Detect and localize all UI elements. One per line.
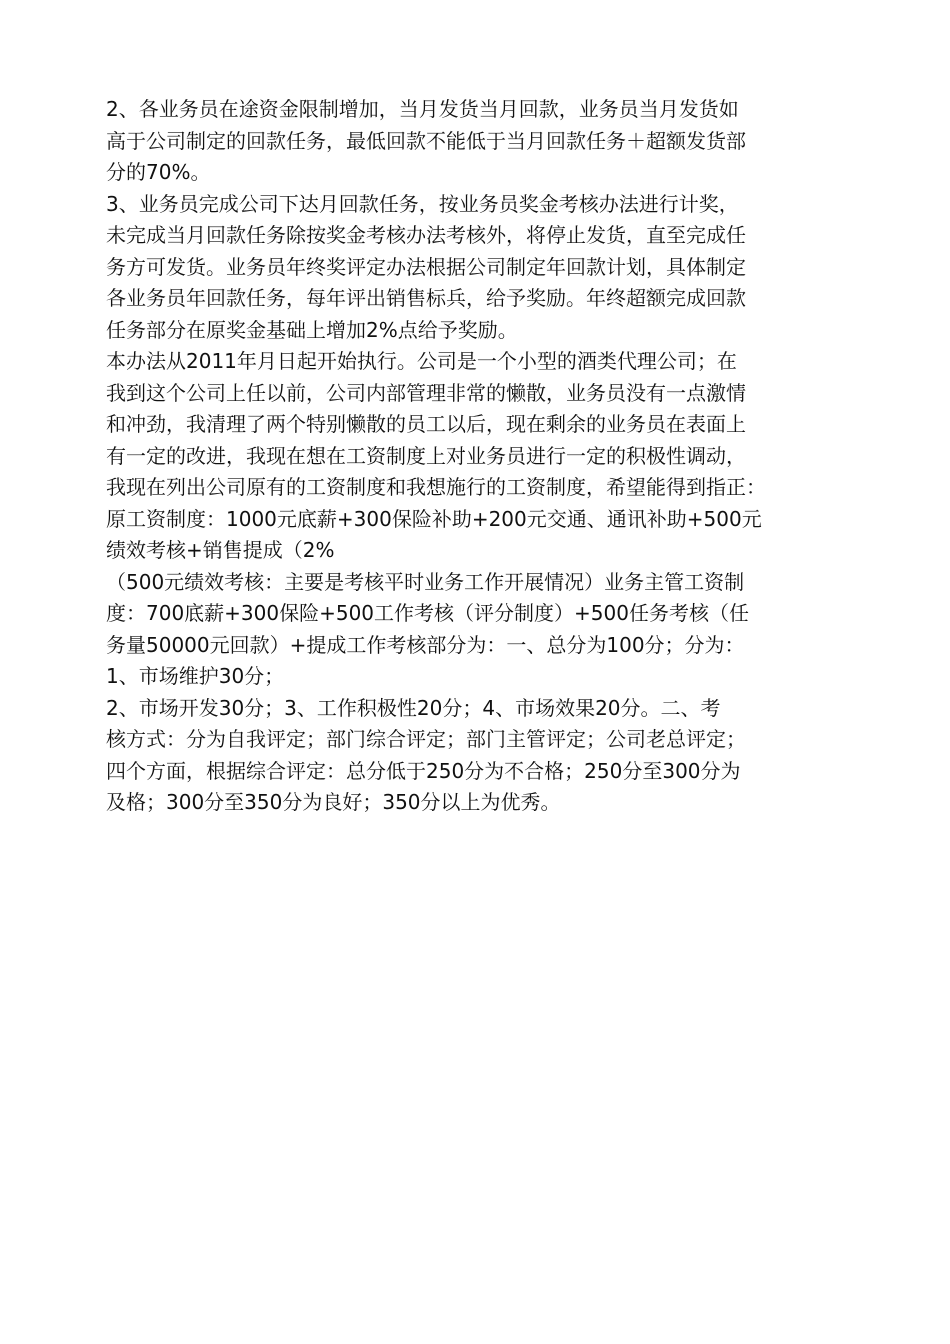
text-line: 1、市场维护30分； — [106, 664, 285, 688]
text-line: 3、业务员完成公司下达月回款任务，按业务员奖金考核办法进行计奖， — [106, 191, 739, 216]
text-line: 有一定的改进，我现在想在工资制度上对业务员进行一定的积极性调动， — [106, 443, 746, 468]
text-line: 度：700底薪+300保险+500工作考核（评分制度）+500任务考核（任 — [106, 601, 749, 625]
text-line: 核方式：分为自我评定；部门综合评定；部门主管评定；公司老总评定； — [106, 727, 746, 751]
text-line: 及格；300分至350分为良好；350分以上为优秀。 — [106, 790, 561, 814]
text-line: 2、各业务员在途资金限制增加，当月发货当月回款，业务员当月发货如 — [106, 97, 739, 121]
text-line: 任务部分在原奖金基础上增加2%点给予奖励。 — [106, 317, 518, 342]
text-line: 我现在列出公司原有的工资制度和我想施行的工资制度，希望能得到指正： — [106, 475, 766, 499]
text-line: 各业务员年回款任务，每年评出销售标兵，给予奖励。年终超额完成回款 — [106, 286, 746, 310]
text-line: 我到这个公司上任以前，公司内部管理非常的懒散，业务员没有一点激情 — [106, 380, 746, 405]
document-body — [106, 94, 856, 819]
text-line: 和冲劲，我清理了两个特别懒散的员工以后，现在剩余的业务员在表面上 — [106, 412, 746, 436]
text-line: 原工资制度：1000元底薪+300保险补助+200元交通、通讯补助+500元 — [106, 506, 762, 531]
text-line: （500元绩效考核：主要是考核平时业务工作开展情况）业务主管工资制 — [106, 569, 745, 594]
text-line: 分的70%。 — [106, 160, 211, 184]
text-line: 2、市场开发30分；3、工作积极性20分；4、市场效果20分。二、考 — [106, 695, 721, 720]
text-line: 务量50000元回款）+提成工作考核部分为：一、总分为100分；分为： — [106, 632, 745, 657]
text-line: 高于公司制定的回款任务，最低回款不能低于当月回款任务＋超额发货部 — [106, 128, 746, 153]
text-line: 本办法从2011年月日起开始执行。公司是一个小型的酒类代理公司；在 — [106, 349, 737, 373]
text-line: 绩效考核+销售提成（2% — [106, 538, 335, 562]
text-line: 未完成当月回款任务除按奖金考核办法考核外，将停止发货，直至完成任 — [106, 223, 746, 247]
text-line: 四个方面，根据综合评定：总分低于250分为不合格；250分至300分为 — [106, 758, 741, 783]
text-line: 务方可发货。业务员年终奖评定办法根据公司制定年回款计划，具体制定 — [106, 254, 746, 279]
